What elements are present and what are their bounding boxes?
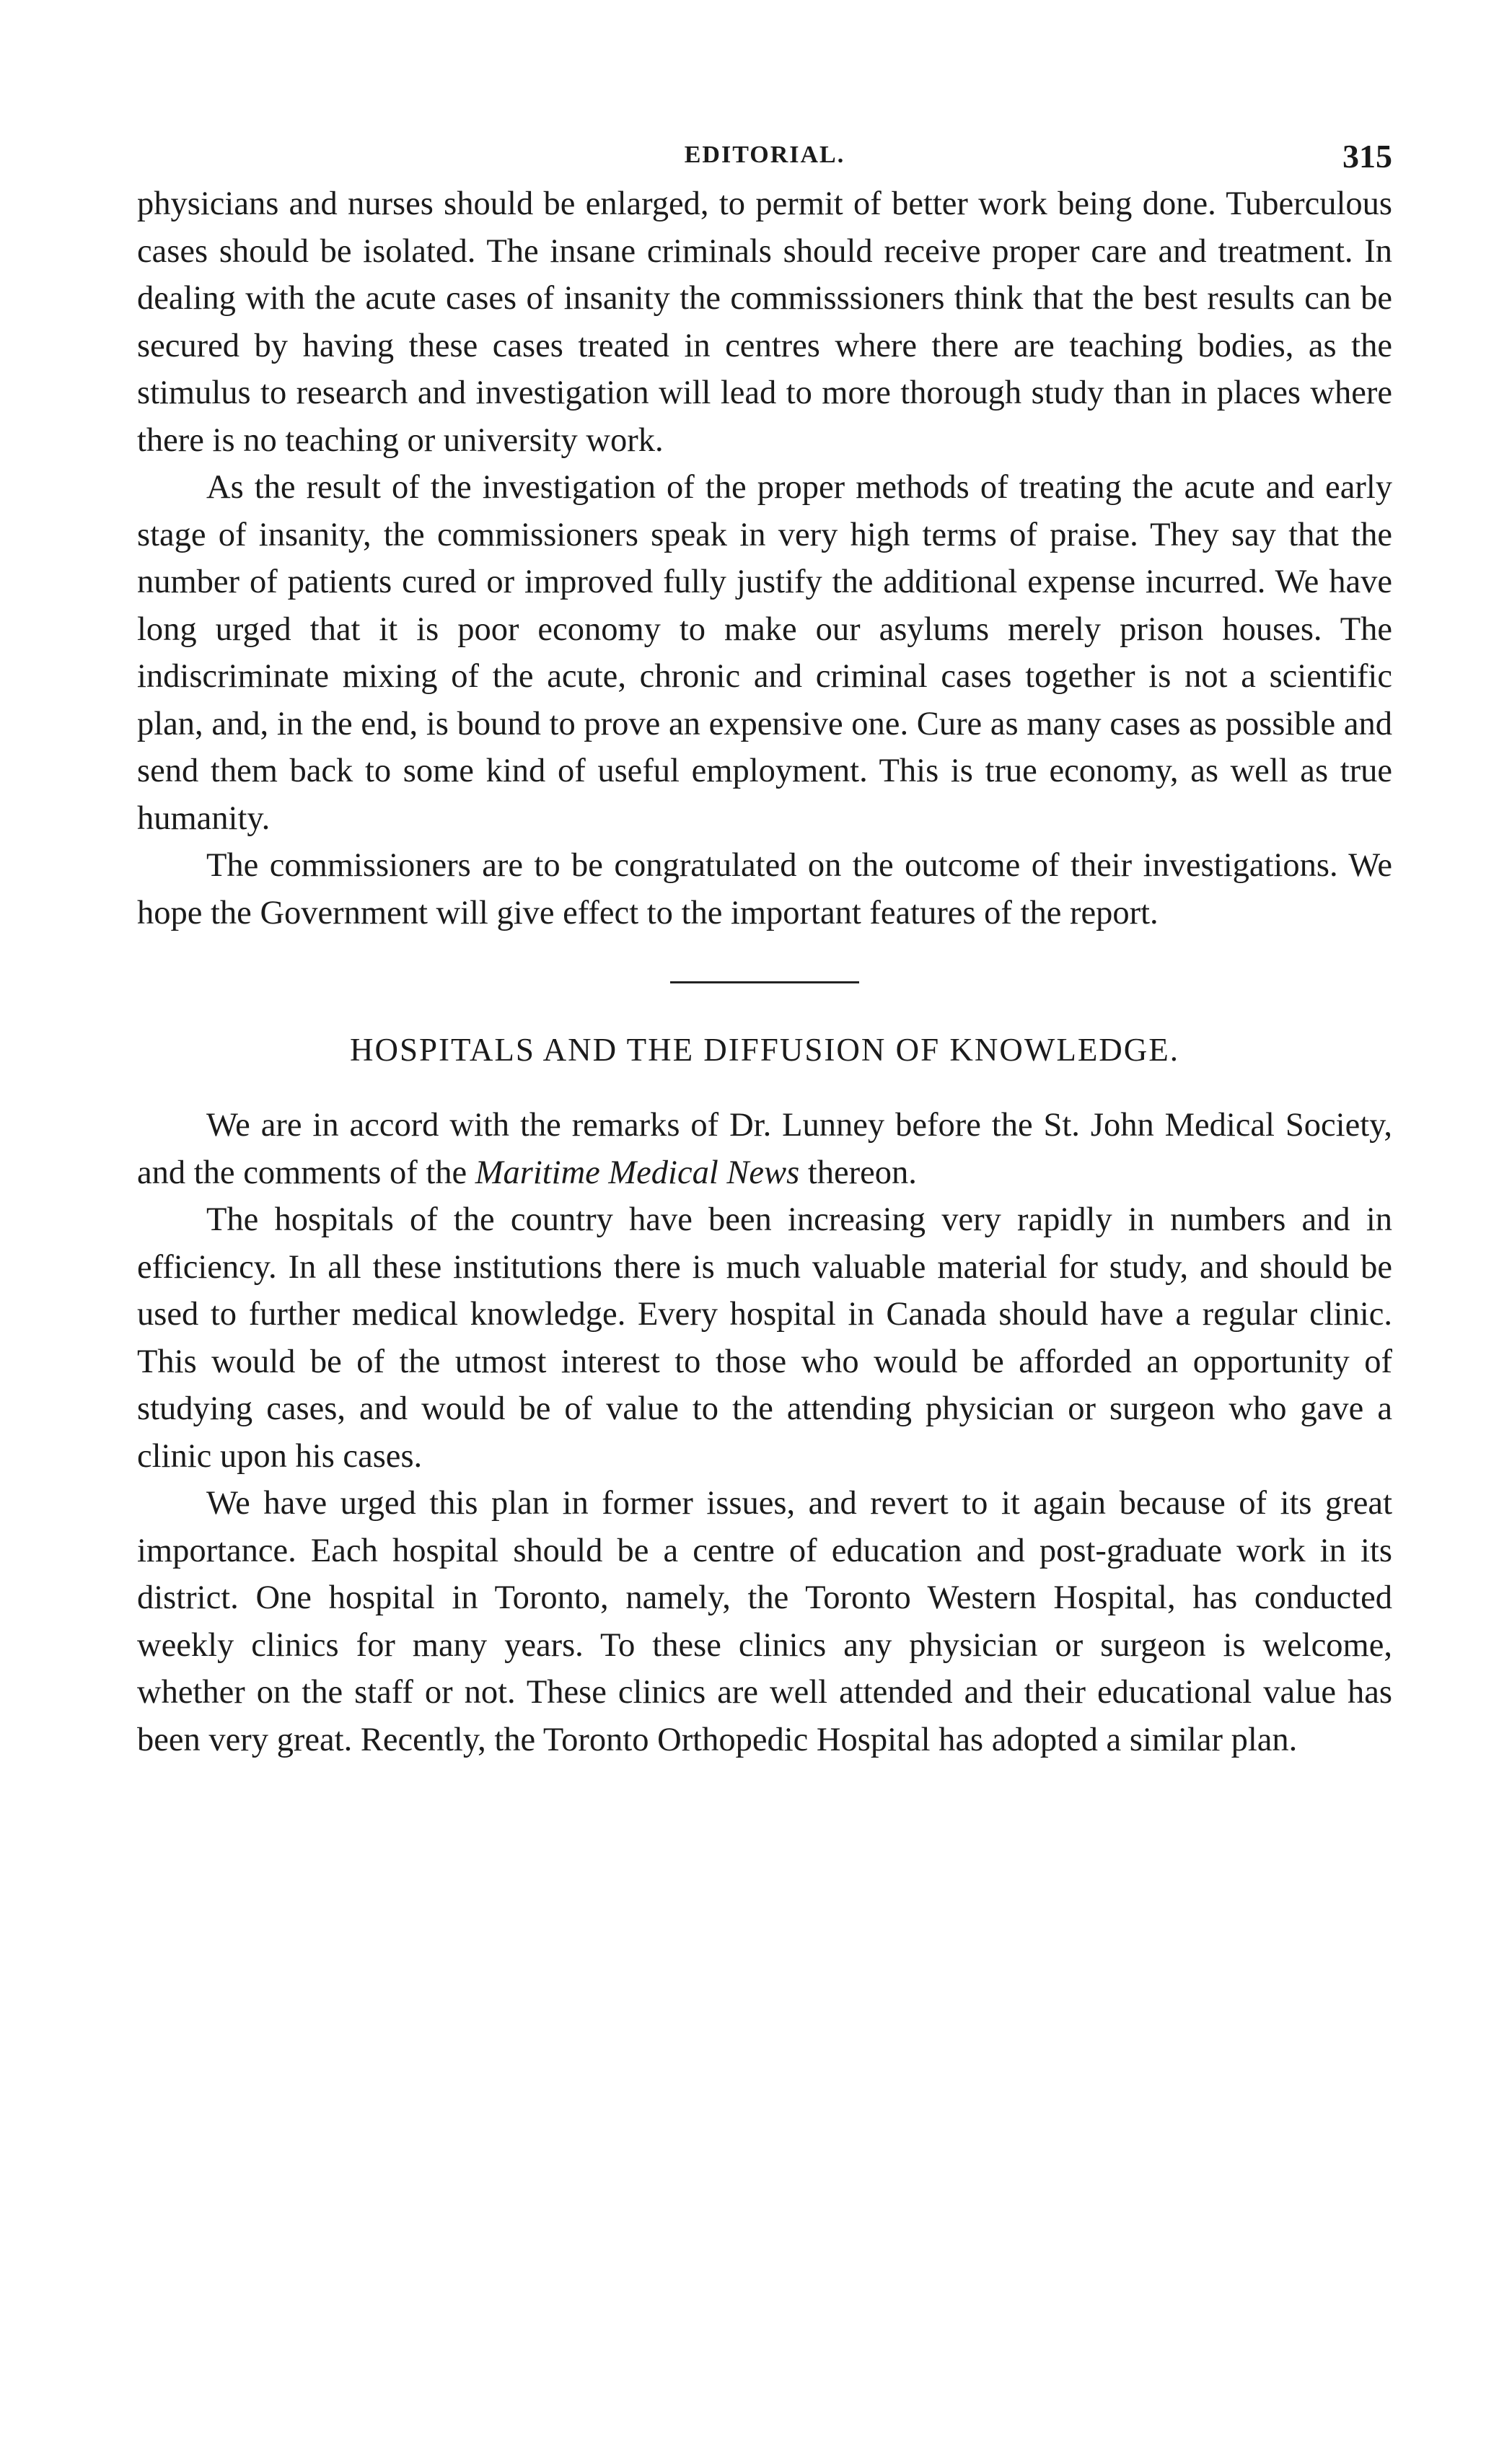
paragraph-clinics: We have urged this plan in former issues, and revert to it again because of its great importance. Each hospital should be a centre of education and post-graduate work in its district. One hospital in Toronto, namely, the Toronto Western Hospital, has conducted weekly clinics for many years. To these clinics any physician or surgeon is welcome, whether on the staff or not. These clinics are well attended and their educational value has been very great. Recently, the Toronto Orthopedic Hospital has adopted a similar plan. <box>137 1485 1392 1758</box>
journal-title: Maritime Medical News <box>475 1154 800 1191</box>
section-divider <box>670 981 859 983</box>
running-head <box>137 137 1392 180</box>
paragraph-commissioners: The commissioners are to be congratulated on the outcome of their investigations. We hope the Government will give effect to the important features of the report. <box>137 847 1392 931</box>
paragraph-hospitals: The hospitals of the country have been increasing very rapidly in numbers and in efficiency. In all these institutions there is much valuable material for study, and should be used to further medical knowledge. Every hospital in Canada should have a regular clinic. This would be of the utmost interest to those who would be afforded an opportunity of studying cases, and would be of value to the attending physician or surgeon who gave a clinic upon his cases. <box>137 1201 1392 1475</box>
section-heading: HOSPITALS AND THE DIFFUSION OF KNOWLEDGE. <box>349 1032 1180 1068</box>
intro-text-end: thereon. <box>799 1154 917 1191</box>
intro-text-start: We are in accord with the remarks of Dr. Lunney before the St. John Medical Society, and the comments of the <box>137 1107 1392 1191</box>
paragraph-acute-insanity: As the result of the investigation of the proper methods of treating the acute and early stage of insanity, the commissioners speak in very high terms of praise. They say that the number of patients cured or improved fully justify the additional expense incurred. We have long urged that it is poor economy to make our asylums merely prison houses. The indiscriminate mixing of the acute, chronic and criminal cases together is not a scientific plan, and, in the end, is bound to prove an expensive one. Cure as many cases as possible and send them back to some kind of useful employment. This is true economy, as well as true humanity. <box>137 469 1392 837</box>
page <box>137 137 1392 1763</box>
running-title: EDITORIAL. <box>684 141 845 168</box>
paragraph-continued: physicians and nurses should be enlarged, to permit of better work being done. Tuberculous cases should be isolated. The insane criminals should receive proper care and treatment. In dealing with the acute cases of insanity the commisssioners think that the best results can be secured by having these cases treated in centres where there are teaching bodies, as the stimulus to research and investigation will lead to more thorough study than in places where there is no teaching or university work. <box>137 185 1392 459</box>
page-number: 315 <box>1342 138 1392 175</box>
paragraph-intro <box>137 1102 1392 1196</box>
